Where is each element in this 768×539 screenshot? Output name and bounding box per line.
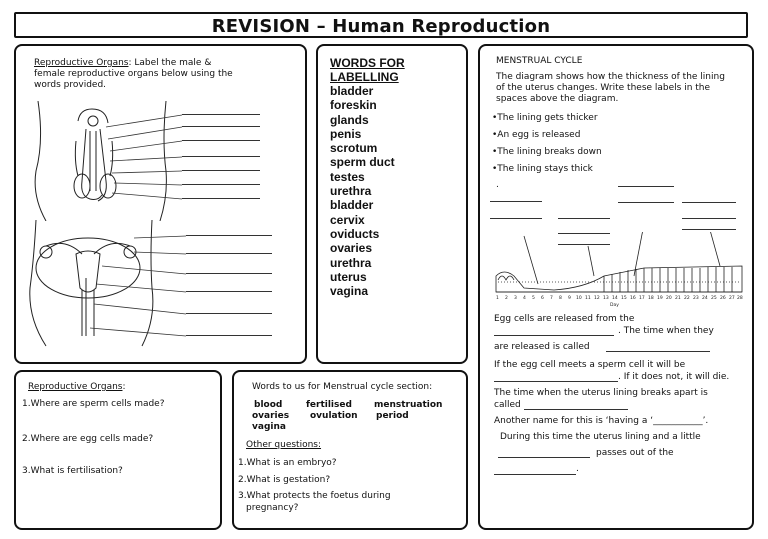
female-label-line[interactable]	[186, 253, 272, 254]
uterus-lining-diagram	[494, 232, 744, 312]
cycle-label-line[interactable]	[682, 229, 736, 230]
word-item: urethra	[330, 255, 372, 270]
questions-heading	[28, 382, 126, 393]
egg-text-1a: Egg cells are released from the	[494, 314, 635, 324]
day-tick: 5	[532, 296, 535, 301]
questions-heading-colon: :	[122, 382, 126, 392]
answer-line[interactable]	[494, 381, 618, 382]
word-item: oviducts	[330, 226, 380, 241]
other-question-item: 2.What is gestation?	[238, 475, 331, 485]
words-panel	[316, 44, 468, 364]
answer-line[interactable]	[498, 457, 590, 458]
organs-panel	[14, 44, 307, 364]
day-tick: 11	[585, 296, 591, 301]
day-tick: 16	[630, 296, 636, 301]
organs-heading: Reproductive Organs	[34, 58, 129, 68]
day-axis-label: Day	[610, 303, 619, 308]
bullet-item: •The lining gets thicker	[492, 113, 598, 123]
word-item: foreskin	[330, 98, 377, 113]
words-header	[330, 56, 405, 84]
female-organs-diagram	[16, 218, 306, 348]
word-item: ovaries	[330, 241, 373, 256]
other-questions-heading: Other questions:	[246, 440, 322, 450]
egg-text-3b: . If it does not, it will die.	[618, 372, 730, 382]
question-item: 3.What is fertilisation?	[22, 466, 123, 476]
organs-instruction-text: : Label the male & female reproductive organs below using the words provided.	[34, 58, 233, 90]
questions-heading-text: Reproductive Organs	[28, 382, 123, 392]
egg-text-6b: passes out of the	[596, 448, 674, 458]
words-header-line: WORDS FOR	[330, 56, 405, 70]
words-list	[330, 84, 395, 298]
menstrual-word: ovulation	[310, 411, 358, 421]
bullet-item: •An egg is released	[492, 130, 581, 140]
end-dot: .	[576, 464, 579, 474]
menstrual-heading: MENSTRUAL CYCLE	[496, 56, 583, 66]
male-label-line[interactable]	[182, 114, 260, 115]
day-tick: 7	[550, 296, 553, 301]
egg-text-1b: . The time when they	[618, 326, 714, 336]
word-item: penis	[330, 126, 362, 141]
word-item: bladder	[330, 198, 374, 213]
egg-text-5: Another name for this is ‘having a ‘___________’.	[494, 416, 709, 426]
page-title: REVISION – Human Reproduction	[211, 16, 551, 37]
egg-text-4b: called	[494, 400, 521, 410]
female-label-line[interactable]	[186, 291, 272, 292]
egg-text-2: are released is called	[494, 342, 590, 352]
organs-instruction	[34, 58, 234, 91]
male-label-line[interactable]	[182, 198, 260, 199]
day-tick: 3	[514, 296, 517, 301]
day-tick: 9	[568, 296, 571, 301]
day-tick: 17	[639, 296, 645, 301]
word-item: urethra	[330, 184, 372, 199]
menstrual-word: fertilised	[306, 400, 352, 410]
cycle-label-line[interactable]	[682, 202, 736, 203]
word-item: sperm duct	[330, 155, 395, 170]
day-tick: 21	[675, 296, 681, 301]
day-tick: 8	[559, 296, 562, 301]
other-question-item: pregnancy?	[246, 503, 299, 513]
answer-line[interactable]	[606, 351, 710, 352]
bullet-item: •The lining stays thick	[492, 164, 593, 174]
menstrual-word: menstruation	[374, 400, 443, 410]
male-label-line[interactable]	[182, 184, 260, 185]
answer-line[interactable]	[494, 474, 576, 475]
menstrual-word: vagina	[252, 422, 286, 432]
female-label-line[interactable]	[186, 273, 272, 274]
day-tick: 2	[505, 296, 508, 301]
cycle-label-line[interactable]	[490, 201, 542, 202]
title-bar	[14, 12, 748, 38]
cycle-label-line[interactable]	[618, 202, 674, 203]
cycle-label-line[interactable]	[558, 218, 610, 219]
male-label-line[interactable]	[182, 156, 260, 157]
day-tick: 6	[541, 296, 544, 301]
female-label-line[interactable]	[186, 235, 272, 236]
answer-line[interactable]	[524, 409, 628, 410]
day-axis	[496, 295, 743, 308]
word-item: testes	[330, 169, 365, 184]
word-item: scrotum	[330, 141, 378, 156]
word-item: glands	[330, 112, 369, 127]
cycle-label-line[interactable]	[682, 218, 736, 219]
menstrual-word: period	[376, 411, 409, 421]
day-tick: 23	[693, 296, 699, 301]
day-tick: 4	[523, 296, 526, 301]
day-tick: 13	[603, 296, 609, 301]
questions-panel	[14, 370, 222, 530]
day-tick: 25	[711, 296, 717, 301]
day-tick: 1	[496, 296, 499, 301]
day-tick: 15	[621, 296, 627, 301]
menstrual-words-panel	[232, 370, 468, 530]
menstrual-intro: The diagram shows how the thickness of the lining of the uterus changes. Write these labels in the spaces above the diagram.	[496, 72, 725, 104]
egg-text-4a: The time when the uterus lining breaks apart is	[494, 388, 708, 398]
day-tick: 20	[666, 296, 672, 301]
day-tick: 28	[737, 296, 743, 301]
other-question-item: 1.What is an embryo?	[238, 458, 337, 468]
male-organs-diagram	[16, 101, 306, 221]
day-tick: 14	[612, 296, 618, 301]
day-tick: 27	[729, 296, 735, 301]
word-item: vagina	[330, 284, 369, 299]
word-item: bladder	[330, 84, 374, 98]
menstrual-word: ovaries	[252, 411, 290, 421]
cycle-label-line[interactable]	[618, 186, 674, 187]
egg-text-3a: If the egg cell meets a sperm cell it will be	[494, 360, 686, 370]
question-item: 1.Where are sperm cells made?	[22, 399, 165, 409]
word-item: uterus	[330, 269, 367, 284]
dot-mark: .	[496, 180, 499, 190]
egg-text-6a: During this time the uterus lining and a little	[500, 432, 701, 442]
day-tick: 18	[648, 296, 654, 301]
word-item: cervix	[330, 212, 365, 227]
answer-line[interactable]	[494, 335, 614, 336]
male-label-line[interactable]	[182, 140, 260, 141]
female-label-line[interactable]	[186, 313, 272, 314]
day-tick: 26	[720, 296, 726, 301]
question-item: 2.Where are egg cells made?	[22, 434, 154, 444]
day-tick: 24	[702, 296, 708, 301]
bullet-item: •The lining breaks down	[492, 147, 602, 157]
menstrual-words-heading: Words to us for Menstrual cycle section:	[252, 382, 433, 392]
female-label-line[interactable]	[186, 335, 272, 336]
day-tick: 12	[594, 296, 600, 301]
male-label-line[interactable]	[182, 170, 260, 171]
menstrual-panel	[478, 44, 754, 530]
male-label-line[interactable]	[182, 126, 260, 127]
cycle-label-line[interactable]	[490, 218, 542, 219]
day-tick: 10	[576, 296, 582, 301]
words-header-line: LABELLING	[330, 70, 399, 84]
other-question-item: 3.What protects the foetus during	[238, 491, 391, 501]
menstrual-word: blood	[254, 400, 283, 410]
day-tick: 22	[684, 296, 690, 301]
day-tick: 19	[657, 296, 663, 301]
